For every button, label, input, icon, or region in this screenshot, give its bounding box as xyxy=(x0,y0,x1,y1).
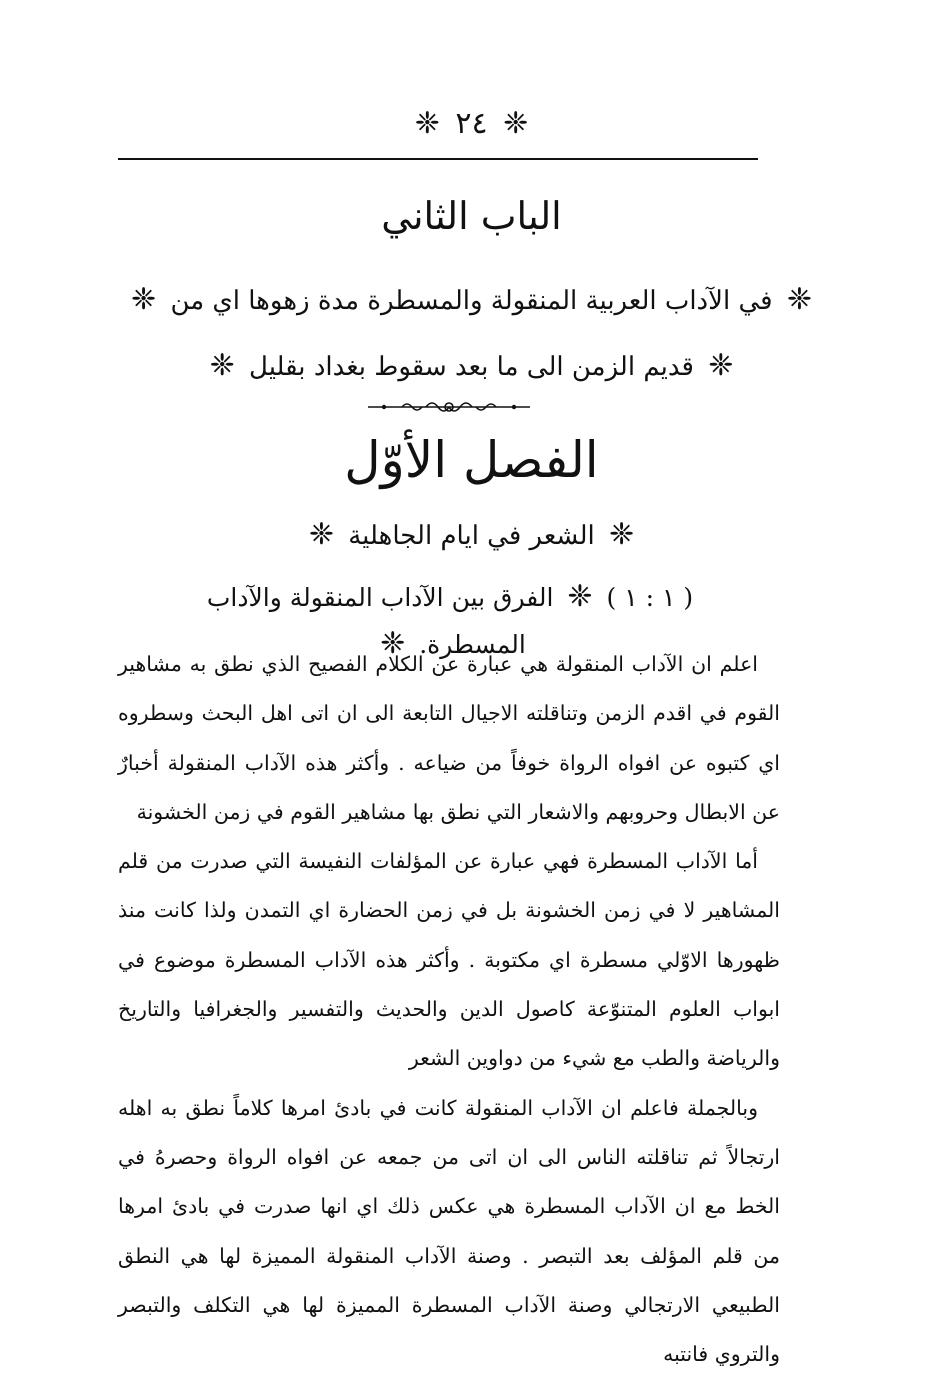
flourish-divider-icon xyxy=(366,394,532,420)
paragraph xyxy=(118,837,780,1083)
part-subtitle-line-1 xyxy=(0,278,943,323)
flower-ornament-icon: ❈ xyxy=(380,626,406,661)
flower-ornament-icon: ❈ xyxy=(786,282,812,317)
paragraph-text: اعلم ان الآداب المنقولة هي عبارة عن الكلام الفصيح الذي نطق به مشاهير القوم في اقدم الزمن وتناقلته الاجيال التابعة الى ان اتى اهل البحث وسطروه اي كتبوه عن افواه الرواة خوفاً من ضياعه . وأكثر هذه الآداب المنقولة أخبارٌ عن الابطال وحروبهم والاشعار التي نطق بها مشاهير القوم في زمن الخشونة xyxy=(118,652,780,824)
paragraph-text: أما الآداب المسطرة فهي عبارة عن المؤلفات النفيسة التي صدرت من قلم المشاهير لا في زمن الخشونة بل في زمن الحضارة اي التمدن ولذا كانت منذ ظهورها الاوّلي مسطرة اي مكتوبة . وأكثر هذه الآداب المسطرة موضوع في ابواب العلوم المتنوّعة كاصول الدين والحديث والتفسير والجغرافيا والتاريخ والرياضة والطب مع شيء من دواوين الشعر xyxy=(118,849,780,1071)
section-title: الفرق بين الآداب المنقولة والآداب المسطرة. xyxy=(206,583,554,659)
flower-ornament-icon: ❈ xyxy=(609,517,635,552)
paragraph xyxy=(118,1084,780,1380)
flower-ornament-icon: ❈ xyxy=(308,517,334,552)
running-head xyxy=(0,98,943,150)
part-subtitle-text-1: في الآداب العربية المنقولة والمسطرة مدة زهوها اي من xyxy=(170,286,773,316)
chapter-subtitle-text: الشعر في ايام الجاهلية xyxy=(348,521,595,551)
part-subtitle-line-2 xyxy=(0,344,943,389)
paragraph xyxy=(118,640,780,837)
paragraph-text: وبالجملة فاعلم ان الآداب المنقولة كانت في بادئ امرها كلاماً نطق به اهله ارتجالاً ثم تناقلته الناس الى ان اتى من جمعه عن افواه الرواة وحصرهُ في الخط مع ان الآداب المسطرة هي عكس ذلك اي انها صدرت في بادئ امرها من قلم المؤلف بعد التبصر . وصنة الآداب المنقولة المميزة لها هي النطق الطبيعي الارتجالي وصنة الآداب المسطرة المميزة لها هي التكلف والتبصر والتروي فانتبه xyxy=(118,1095,780,1367)
flower-ornament-icon: ❈ xyxy=(131,282,157,317)
flower-ornament-icon: ❈ xyxy=(708,348,734,383)
section-number: ( ١ : ١ ) xyxy=(606,583,694,612)
part-title: الباب الثاني xyxy=(381,194,562,238)
flower-ornament-icon: ❈ xyxy=(567,579,593,614)
chapter-subtitle xyxy=(0,512,943,559)
body-text xyxy=(118,640,780,1379)
header-rule xyxy=(118,158,758,160)
part-subtitle-text-2: قديم الزمن الى ما بعد سقوط بغداد بقليل xyxy=(249,352,694,382)
flower-ornament-icon: ❈ xyxy=(503,106,529,141)
page-number: ٢٤ xyxy=(455,106,488,141)
flower-ornament-icon: ❈ xyxy=(414,106,440,141)
flower-ornament-icon: ❈ xyxy=(209,348,235,383)
chapter-title: الفصل الأوّل xyxy=(344,431,599,489)
